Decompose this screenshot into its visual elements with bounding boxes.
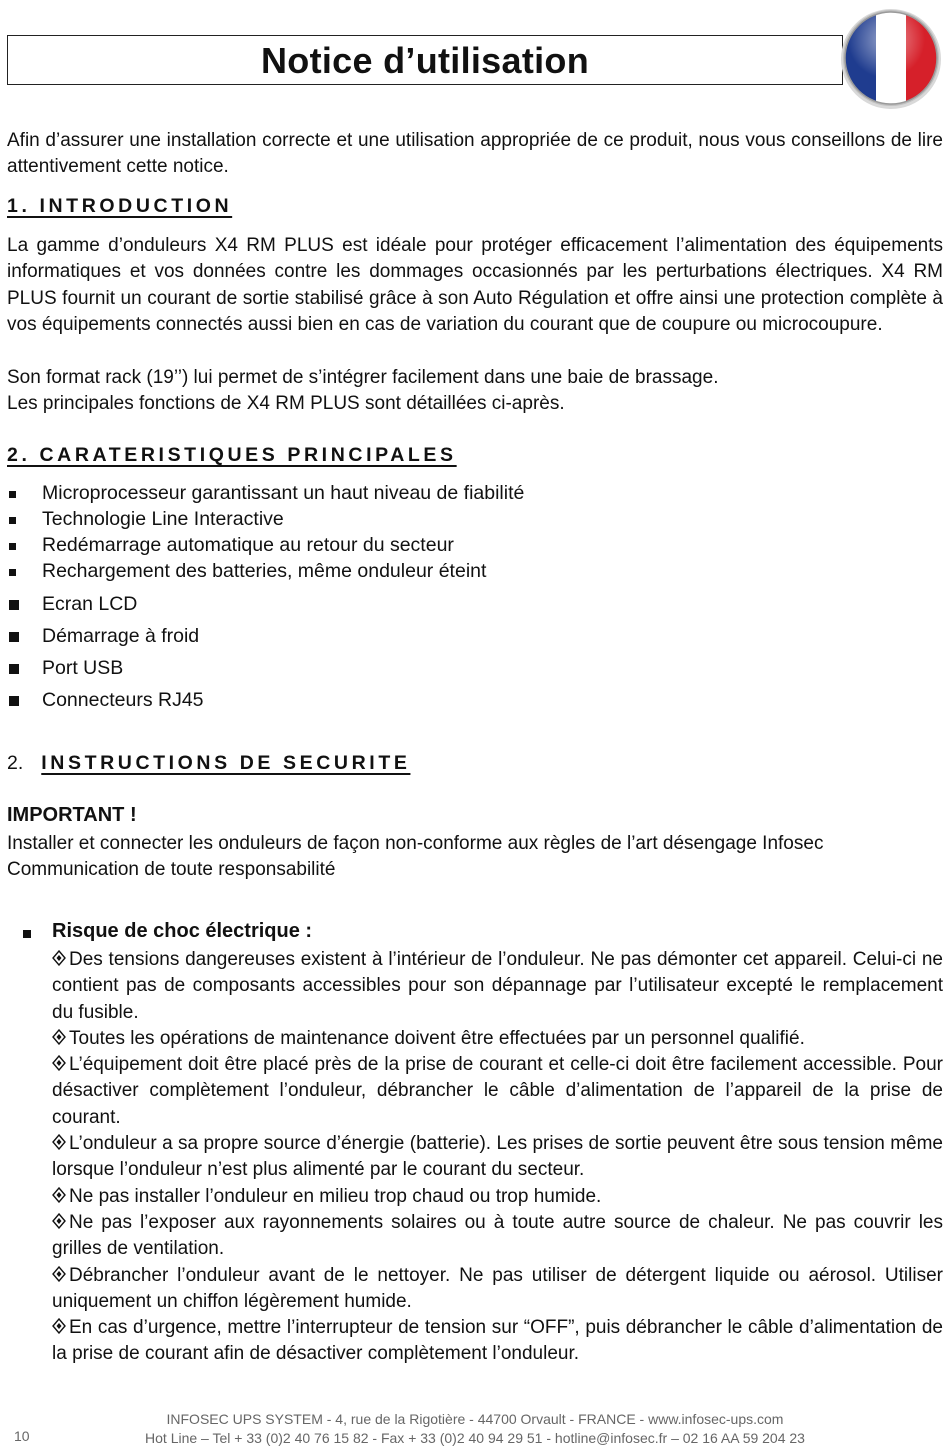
intro-paragraph: Afin d’assurer une installation correcte et une utilisation appropriée de ce produit, nous vous conseillons de lire attentivement cette notice. — [7, 130, 943, 178]
diamond-bullet-icon — [52, 1266, 66, 1282]
section-number: 2. — [7, 752, 24, 774]
square-bullet-icon — [9, 696, 19, 706]
introduction-functions-line: Les principales fonctions de X4 RM PLUS sont détaillées ci-après. — [7, 393, 565, 414]
french-flag-icon — [838, 6, 944, 110]
section-title: INSTRUCTIONS DE SECURITE — [41, 752, 411, 774]
list-item: Ne pas l’exposer aux rayonnements solaires ou à toute autre source de chaleur. Ne pas couvrir les grilles de ventilation. — [52, 1211, 943, 1260]
square-bullet-icon — [9, 569, 16, 576]
section-heading-features: 2. CARATERISTIQUES PRINCIPALES — [7, 444, 457, 466]
introduction-paragraph: La gamme d’onduleurs X4 RM PLUS est idéale pour protéger efficacement l’alimentation des équipements informatiques et vos données contre les dommages occasionnés par les perturbations électriques. X4 RM PLUS fournit un courant de sortie stabilisé grâce à son Auto Régulation et offre ainsi une protection complète à vos équipements connectés aussi bien en cas de variation du courant que de coupure ou microcoupure. — [7, 235, 943, 335]
page-title: Notice d’utilisation — [260, 40, 589, 81]
introduction-rack-line: Son format rack (19’’) lui permet de s’intégrer facilement dans une baie de brassage. — [7, 367, 719, 388]
square-bullet-icon — [9, 517, 16, 524]
diamond-bullet-icon — [52, 1029, 66, 1045]
square-bullet-icon — [23, 930, 31, 938]
diamond-bullet-icon — [52, 1213, 66, 1229]
title-box — [7, 35, 843, 85]
list-item: L’onduleur a sa propre source d’énergie (batterie). Les prises de sortie peuvent être sous tension même lorsque l’onduleur n’est plus alimenté par le courant du secteur. — [52, 1133, 943, 1181]
footer-address: INFOSEC UPS SYSTEM - 4, rue de la Rigotière - 44700 Orvault - FRANCE - www.infosec-ups.com — [166, 1411, 784, 1427]
diamond-bullet-icon — [52, 1055, 66, 1071]
diamond-bullet-icon — [52, 1134, 66, 1150]
footer-contact: Hot Line – Tel + 33 (0)2 40 76 15 82 - Fax + 33 (0)2 40 94 29 51 - hotline@infosec.fr – 02 16 AA 59 204 23 — [145, 1430, 805, 1446]
square-bullet-icon — [9, 632, 19, 642]
section-heading-introduction: 1. INTRODUCTION — [7, 195, 233, 217]
square-bullet-icon — [9, 600, 19, 610]
important-paragraph: Installer et connecter les onduleurs de façon non-conforme aux règles de l’art désengage Infosec Communication de toute responsabilité — [7, 833, 824, 881]
square-bullet-icon — [9, 664, 19, 674]
risk-list — [52, 947, 943, 1368]
list-item: Toutes les opérations de maintenance doivent être effectuées par un personnel qualifié. — [52, 1026, 943, 1052]
diamond-bullet-icon — [52, 1318, 66, 1334]
square-bullet-icon — [9, 491, 16, 498]
list-item: Ne pas installer l’onduleur en milieu trop chaud ou trop humide. — [52, 1184, 943, 1210]
section-heading-safety — [7, 752, 410, 775]
square-bullet-icon — [9, 543, 16, 550]
page-number: 10 — [14, 1428, 30, 1444]
list-item: Débrancher l’onduleur avant de le nettoyer. Ne pas utiliser de détergent liquide ou aérosol. Utiliser uniquement un chiffon légèrement humide. — [52, 1264, 943, 1312]
diamond-bullet-icon — [52, 950, 66, 966]
diamond-bullet-icon — [52, 1187, 66, 1203]
list-item: En cas d’urgence, mettre l’interrupteur de tension sur “OFF”, puis débrancher le câble d’alimentation de la prise de courant afin de désactiver complètement l’onduleur. — [52, 1317, 943, 1365]
risk-title: Risque de choc électrique : — [52, 920, 313, 942]
list-item: L’équipement doit être placé près de la prise de courant et celle-ci doit être facilement accessible. Pour désactiver complètement l’onduleur, débrancher le câble d’alimentation de l’appareil de la prise de courant. — [52, 1054, 943, 1128]
list-item: Des tensions dangereuses existent à l’intérieur de l’onduleur. Ne pas démonter cet appareil. Celui-ci ne contient pas de composants accessibles pour son dépannage par l’utilisateur excepté le remplacement du fusible. — [52, 949, 943, 1023]
important-label: IMPORTANT ! — [7, 804, 137, 826]
